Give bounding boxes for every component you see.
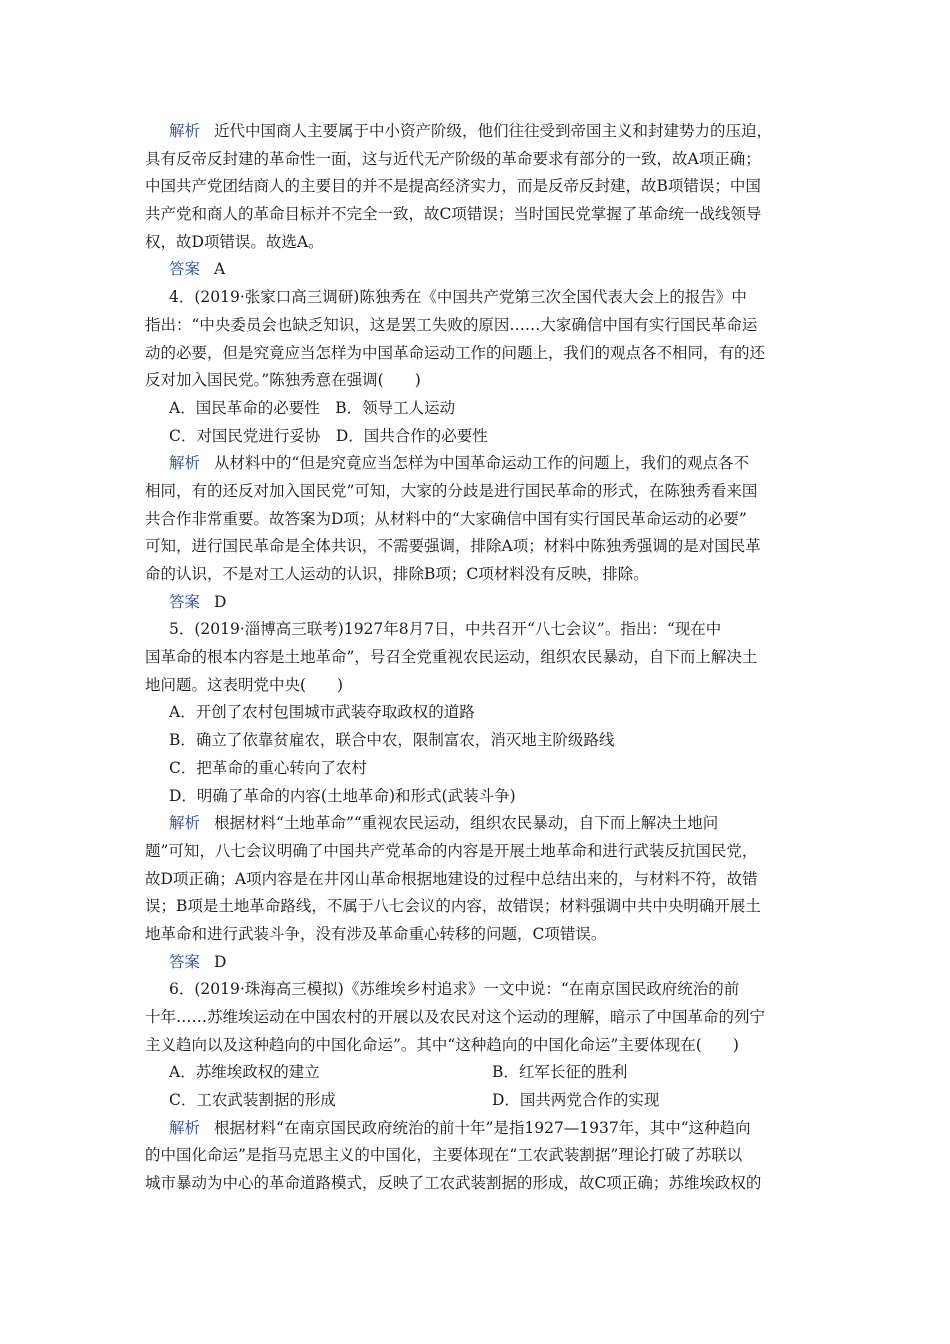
q6-analysis-line-2: 的中国化命运”是指马克思主义的中国化，主要体现在“工农武装割据”理论打破了苏联以 bbox=[145, 1146, 743, 1165]
q4-analysis-line-4: 可知，进行国民革命是全体共识，不需要强调，排除A项；材料中陈独秀强调的是对国民革 bbox=[145, 537, 761, 556]
q5-analysis-line-2: 题”可知，八七会议明确了中国共产党革命的内容是开展土地革命和进行武装反抗国民党， bbox=[145, 841, 758, 860]
q5-option-b: B．确立了依靠贫雇农，联合中农，限制富农，消灭地主阶级路线 bbox=[169, 731, 615, 750]
q4-stem-line-3: 动的必要，但是究竟应当怎样为中国革命运动工作的问题上，我们的观点各不相同，有的还 bbox=[145, 343, 766, 362]
q4-stem-line-4: 反对加入国民党。”陈独秀意在强调( ) bbox=[145, 371, 421, 390]
q4-analysis-line-3: 共合作非常重要。故答案为D项；从材料中的“大家确信中国有实行国民革命运动的必要” bbox=[145, 509, 747, 528]
q4-options-line-2: C．对国民党进行妥协 D．国共合作的必要性 bbox=[169, 426, 488, 445]
q5-stem-line-3: 地问题。这表明党中央( ) bbox=[145, 675, 344, 694]
q4-stem-line-2: 指出：“中央委员会也缺乏知识，这是罢工失败的原因……大家确信中国有实行国民革命运 bbox=[145, 315, 758, 334]
q4-answer: 答案 D bbox=[169, 592, 227, 611]
q5-analysis-line-3: 故D项正确；A项内容是在井冈山革命根据地建设的过程中总结出来的，与材料不符，故错 bbox=[145, 869, 758, 888]
q3-analysis-line-2: 具有反帝反封建的革命性一面，这与近代无产阶级的革命要求有部分的一致，故A项正确； bbox=[145, 149, 761, 168]
q5-option-a: A．开创了农村包围城市武装夺取政权的道路 bbox=[169, 703, 475, 722]
q5-option-d: D．明确了革命的内容(土地革命)和形式(武装斗争) bbox=[169, 786, 516, 805]
q6-analysis-line-3: 城市暴动为中心的革命道路模式，反映了工农武装割据的形成，故C项正确；苏维埃政权的 bbox=[145, 1174, 762, 1193]
q6-option-b: B．红军长征的胜利 bbox=[492, 1063, 628, 1082]
q6-option-c: C．工农武装割据的形成 bbox=[169, 1091, 336, 1110]
q6-stem-line-2: 十年……苏维埃运动在中国农村的开展以及农民对这个运动的理解，暗示了中国革命的列宁 bbox=[145, 1008, 766, 1026]
q6-option-d: D．国共两党合作的实现 bbox=[492, 1091, 660, 1110]
analysis-label: 解析 bbox=[169, 122, 201, 140]
q5-stem-line-1: 5．(2019·淄博高三联考)1927年8月7日，中共召开“八七会议”。指出：“现在中 bbox=[169, 620, 722, 639]
q3-analysis-line-4: 共产党和商人的革命目标并不完全一致，故C项错误；当时国民党掌握了革命统一战线领导 bbox=[145, 205, 762, 224]
q4-analysis-line-1: 解析 从材料中的“但是究竟应当怎样为中国革命运动工作的问题上，我们的观点各不 bbox=[169, 454, 749, 473]
q3-analysis-line-1: 解析 近代中国商人主要属于中小资产阶级，他们往往受到帝国主义和封建势力的压迫， bbox=[169, 122, 773, 140]
q6-stem-line-1: 6．(2019·珠海高三模拟)《苏维埃乡村追求》一文中说：“在南京国民政府统治的前 bbox=[169, 980, 740, 999]
answer-label: 答案 bbox=[169, 952, 201, 971]
q4-analysis-line-5: 命的认识，不是对工人运动的认识，排除B项；C项材料没有反映，排除。 bbox=[145, 565, 649, 583]
q3-analysis-line-3: 中国共产党团结商人的主要目的并不是提高经济实力，而是反帝反封建，故B项错误；中国 bbox=[145, 177, 761, 196]
q6-analysis-line-1: 解析 根据材料“在南京国民政府统治的前十年”是指1927—1937年，其中“这种趋向 bbox=[169, 1118, 751, 1137]
q5-stem-line-2: 国革命的根本内容是土地革命”，号召全党重视农民运动，组织农民暴动，自下而上解决土 bbox=[145, 648, 758, 667]
q6-stem-line-3: 主义趋向以及这种趋向的中国化命运”。其中“这种趋向的中国化命运”主要体现在( ) bbox=[145, 1035, 739, 1054]
q4-analysis-line-2: 相同，有的还反对加入国民党”可知，大家的分歧是进行国民革命的形式，在陈独秀看来国 bbox=[145, 481, 758, 500]
document-body bbox=[145, 118, 815, 1198]
analysis-label: 解析 bbox=[169, 454, 201, 473]
q6-options-row-2 bbox=[145, 1087, 815, 1115]
q6-options-row-1 bbox=[145, 1059, 815, 1087]
q4-stem-line-1: 4．(2019·张家口高三调研)陈独秀在《中国共产党第三次全国代表大会上的报告》中 bbox=[169, 288, 747, 307]
q5-analysis-line-5: 地革命和进行武装斗争，没有涉及革命重心转移的问题，C项错误。 bbox=[145, 924, 607, 943]
q4-options-line-1: A．国民革命的必要性 B．领导工人运动 bbox=[169, 398, 456, 417]
q6-option-a: A．苏维埃政权的建立 bbox=[169, 1063, 320, 1082]
analysis-label: 解析 bbox=[169, 814, 201, 833]
q5-analysis-line-4: 误；B项是土地革命路线，不属于八七会议的内容，故错误；材料强调中共中央明确开展土 bbox=[145, 897, 761, 916]
analysis-label: 解析 bbox=[169, 1118, 201, 1137]
q5-analysis-line-1: 解析 根据材料“土地革命”“重视农民运动，组织农民暴动，自下而上解决土地问 bbox=[169, 814, 719, 833]
answer-label: 答案 bbox=[169, 592, 201, 611]
q3-answer: 答案 A bbox=[169, 260, 226, 279]
q5-option-c: C．把革命的重心转向了农村 bbox=[169, 758, 367, 777]
answer-label: 答案 bbox=[169, 260, 201, 279]
q5-answer: 答案 D bbox=[169, 952, 227, 971]
q3-analysis-line-5: 权，故D项错误。故选A。 bbox=[145, 232, 324, 251]
